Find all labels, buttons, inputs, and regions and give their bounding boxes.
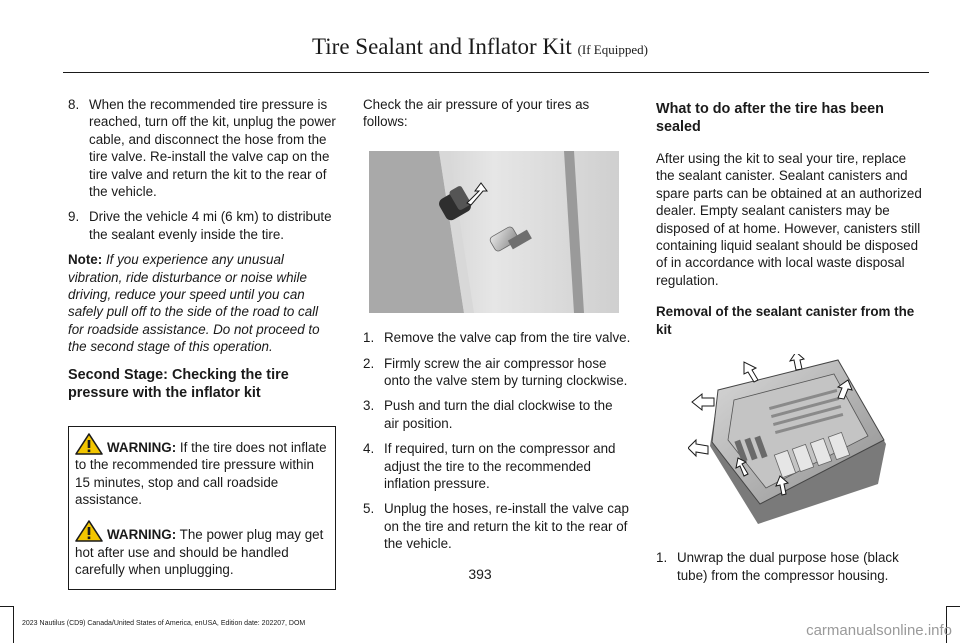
list-number: 1.	[363, 330, 375, 346]
list-text: Push and turn the dial clockwise to the air position.	[384, 398, 613, 431]
warning-label: WARNING:	[107, 439, 177, 455]
column-1	[68, 96, 336, 590]
list-text: Drive the vehicle 4 mi (6 km) to distribute the sealant evenly inside the tire.	[89, 209, 332, 242]
subheading: Removal of the sealant canister from the kit	[656, 304, 915, 337]
note	[68, 251, 336, 355]
paragraph: After using the kit to seal your tire, replace the sealant canister. Sealant canisters and spare parts can be obtained at an authorized dealer. Empty sealant canisters may be disposed of at home. However, canisters still containing liquid sealant should be disposed of in accordance with local waste disposal regulation.	[656, 151, 922, 288]
watermark: carmanualsonline.info	[806, 622, 952, 639]
crop-mark	[947, 606, 960, 607]
footer-text: 2023 Nautilus (CD9) Canada/United States of America, enUSA, Edition date: 202207, DOM	[22, 620, 306, 627]
warning-triangle-icon	[75, 520, 103, 542]
sealant-kit-illustration	[688, 354, 888, 529]
crop-mark	[13, 606, 14, 643]
column-3	[656, 96, 926, 592]
list-item	[363, 500, 631, 552]
list-text: If required, turn on the compressor and adjust the tire to the recommended inflation pressure.	[384, 441, 616, 492]
list-item	[68, 208, 336, 243]
intro-text: Check the air pressure of your tires as follows:	[363, 97, 590, 130]
warning-triangle-icon	[75, 433, 103, 455]
warning-box	[68, 426, 336, 590]
header-title-suffix: (If Equipped)	[577, 42, 648, 57]
note-text: If you experience any unusual vibration, ride disturbance or noise while driving, reduce your speed until you can safely pull off to the side of the road to call for roadside assistance. Do not proceed to the second stage of this operation.	[68, 252, 320, 355]
list-item	[363, 329, 631, 346]
list-text: When the recommended tire pressure is reached, turn off the kit, unplug the power cable, and disconnect the hose from the tire valve. Re-install the valve cap on the tire valve and return the kit to the rear of the vehicle.	[89, 97, 336, 200]
list-text: Unplug the hoses, re-install the valve cap on the tire and return the kit to the rear of the vehicle.	[384, 501, 629, 552]
list-text: Remove the valve cap from the tire valve.	[384, 330, 631, 346]
list-number: 5.	[363, 501, 375, 517]
list-number: 4.	[363, 441, 375, 457]
list-item	[363, 355, 631, 390]
list-number: 1.	[656, 550, 668, 566]
list-number: 9.	[68, 209, 80, 225]
warning-1	[75, 433, 329, 509]
list-item	[68, 96, 336, 200]
warning-text: The power plug may get hot after use and should be handled carefully when unplugging.	[75, 527, 324, 578]
page-number: 393	[468, 566, 492, 582]
header-rule	[63, 72, 929, 73]
section-heading: Second Stage: Checking the tire pressure with the inflator kit	[68, 366, 289, 401]
list-number: 8.	[68, 97, 80, 112]
list-item	[363, 397, 631, 432]
list-text: Unwrap the dual purpose hose (black tube) from the compressor housing.	[677, 550, 899, 583]
page-header-title	[0, 34, 960, 60]
list-text: Firmly screw the air compressor hose onto the valve stem by turning clockwise.	[384, 355, 628, 389]
list-number: 3.	[363, 398, 375, 414]
section-heading: What to do after the tire has been sealed	[656, 101, 884, 135]
header-title-text: Tire Sealant and Inflator Kit	[312, 34, 572, 59]
note-label: Note:	[68, 252, 103, 268]
tire-valve-illustration	[369, 151, 619, 313]
warning-label: WARNING:	[107, 527, 177, 543]
warning-text: If the tire does not inflate to the recommended tire pressure within 15 minutes, stop and call roadside assistance.	[75, 439, 327, 507]
list-item	[363, 440, 631, 492]
crop-mark	[0, 606, 13, 607]
column-2	[363, 96, 631, 561]
list-number: 2.	[363, 355, 375, 371]
